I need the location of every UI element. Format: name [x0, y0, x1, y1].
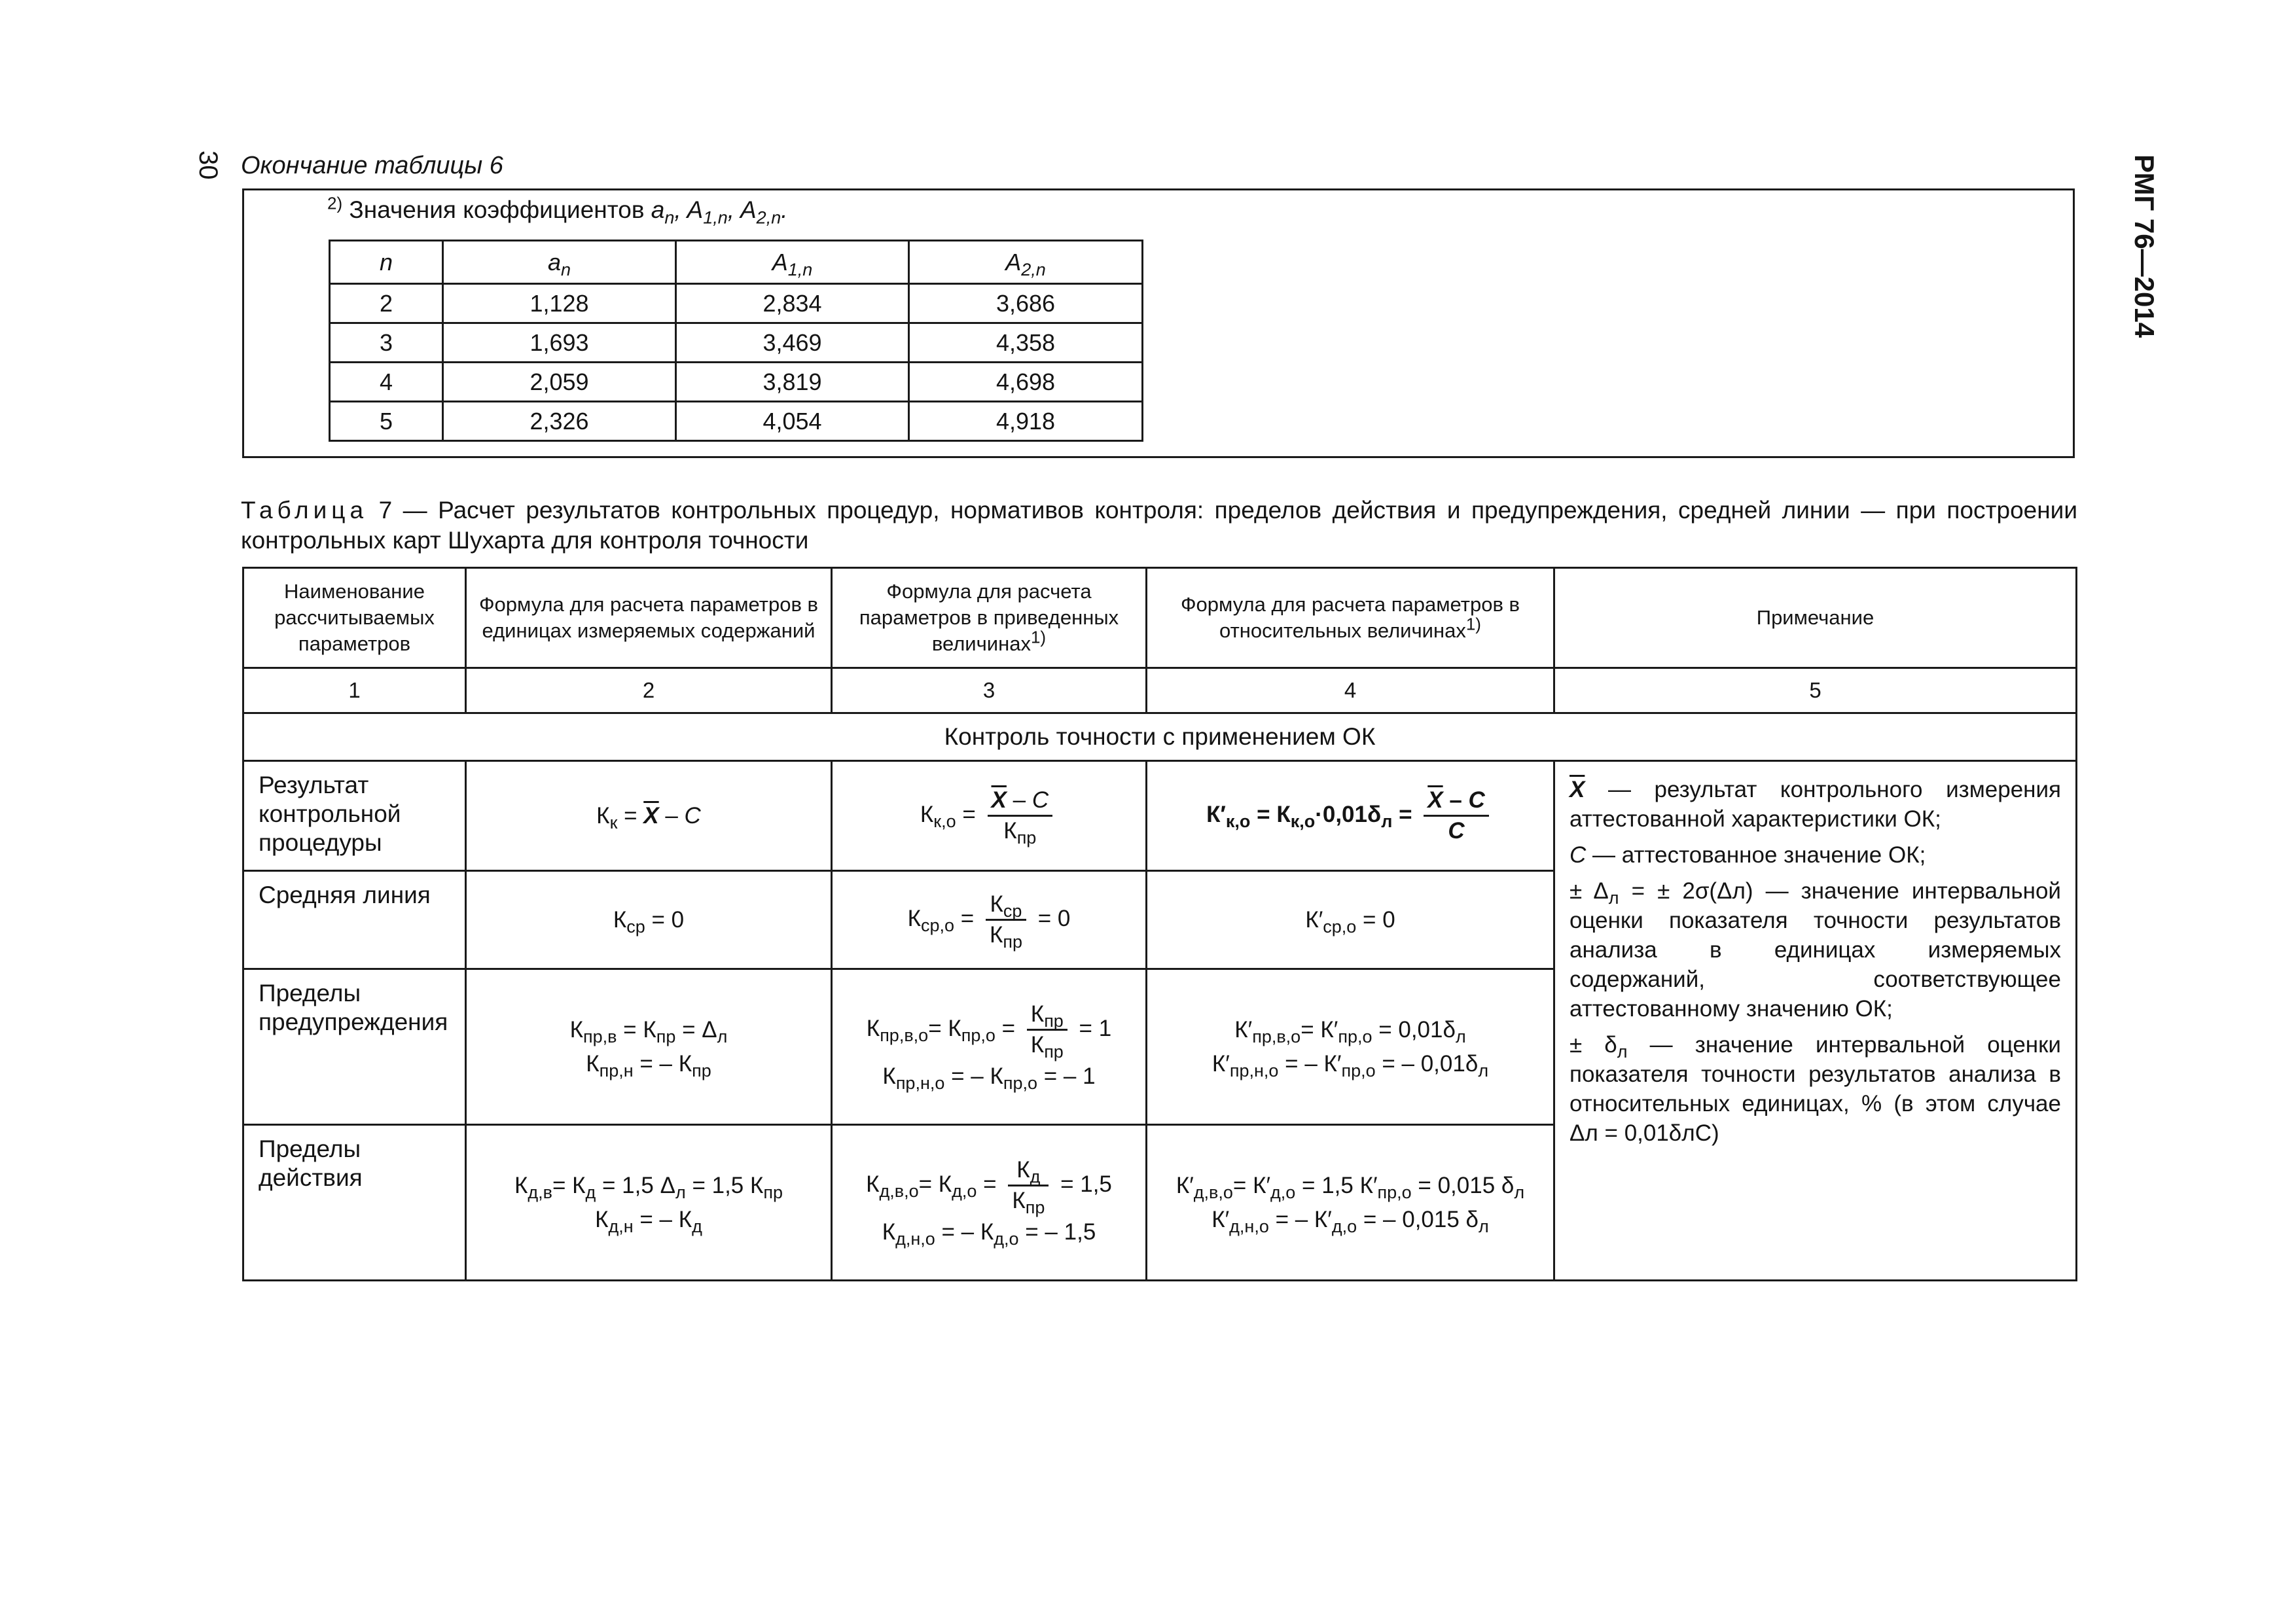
table-cell: 1,693 [443, 323, 676, 363]
column-number: 4 [1147, 668, 1554, 713]
footnote-mark: 2) [327, 193, 343, 213]
formula-cell: $К_{пр,в,о}= К_{пр,о}$ = $\frac{К_{пр}}{К_{пр}}$ = 1 $К_{пр,н,о}$ = – $К_{пр,о}$ = – 1 [832, 969, 1147, 1125]
footnote-2: $^{2)}$ Значения коэффициентов $a_n$, $A_{1,n}$, $A_{2,n}$. [327, 193, 788, 228]
row-name: Пределы предупреждения [243, 969, 466, 1125]
table-cell: 4,054 [676, 402, 909, 441]
formula-cell: $К_{пр,в} = К_{пр} = \Delta_л$ $К_{пр,н}$ = – $К_{пр}$ [466, 969, 832, 1125]
column-header: Наименование рассчитываемых параметров [243, 568, 466, 668]
column-number: 3 [832, 668, 1147, 713]
running-title: РМГ 76—2014 [2129, 154, 2160, 338]
section-heading: Контроль точности с применением ОК [243, 713, 2077, 761]
continuation-title: Окончание таблицы 6 [241, 152, 503, 179]
table-cell: 1,128 [443, 284, 676, 323]
table-row [330, 363, 1143, 402]
table-cell: 4,358 [909, 323, 1143, 363]
column-header: Формула для расчета параметров в единицах измеряемых содержаний [466, 568, 832, 668]
formula-cell: $К_{д,в}= К_д = 1,5$ $\Delta_л = 1,5$ $К_{пр}$ $К_{д,н}$ = – $К_д$ [466, 1125, 832, 1281]
coef-header: $a_n$ [443, 241, 676, 284]
table-row [243, 761, 2077, 871]
column-header: Формула для расчета параметров в относительных величинах$^{1)}$ [1147, 568, 1554, 668]
table-cell: 3,686 [909, 284, 1143, 323]
table-row [330, 323, 1143, 363]
column-number: 5 [1554, 668, 2077, 713]
column-header: Формула для расчета параметров в приведенных величинах$^{1)}$ [832, 568, 1147, 668]
formula-cell: $К'_{д,в,о}= К'_{д,о} = 1,5$ $К'_{пр,о} = 0,015$ $\delta_л$ $К'_{д,н,о}$ = – $К'_{д,о}$ = – 0,015 $\delta_л$ [1147, 1125, 1554, 1281]
formula-cell: $К'_{ср,о} = 0$ [1147, 871, 1554, 969]
table-cell: 4 [330, 363, 443, 402]
coef-header: $A_{2,n}$ [909, 241, 1143, 284]
table-cell: 2,059 [443, 363, 676, 402]
table7-caption: Таблица 7 — Расчет результатов контрольных процедур, нормативов контроля: пределов действия и предупреждения, средней линии — при построении контрольных карт Шухарта для контроля точности [241, 497, 2077, 554]
formula-cell: $К_к = \overline{X} - C$ [466, 761, 832, 871]
row-name: Средняя линия [243, 871, 466, 969]
formula-cell: $К_{д,в,о}= К_{д,о}$ = $\frac{К_д}{К_{пр}}$ = 1,5 $К_{д,н,о}$ = – $К_{д,о}$ = – 1,5 [832, 1125, 1147, 1281]
table-cell: 4,698 [909, 363, 1143, 402]
table-cell: 2,326 [443, 402, 676, 441]
table-cell: 3,819 [676, 363, 909, 402]
table-row [330, 284, 1143, 323]
formula-cell: $К_{ср} = 0$ [466, 871, 832, 969]
note-cell: $\overline{X}$ — результат контрольного измерения аттестованной характеристики ОК; C — аттестованное значение ОК; ± $\Delta_л$ = ± 2σ(Δл) — значение интервальной оценки показателя точности результатов анализа в единицах измеряемых содержаний, соответствующее аттестованному значению ОК; ± $\delta_л$ — значение интервальной оценки показателя точности результатов анализа в относительных единицах, % (в этом случае Δл = 0,01δлC) [1554, 761, 2077, 1281]
table-cell: 4,918 [909, 402, 1143, 441]
table-cell: 5 [330, 402, 443, 441]
formula-cell: $К_{ср,о}$ = $\frac{К_{ср}}{К_{пр}}$ = 0 [832, 871, 1147, 969]
column-number: 2 [466, 668, 832, 713]
row-name: Результат контрольной процедуры [243, 761, 466, 871]
table-cell: 3,469 [676, 323, 909, 363]
table7 [242, 567, 2077, 1281]
row-name: Пределы действия [243, 1125, 466, 1281]
formula-cell: $К_{к,о}$ = $\frac{\overline{X} - C}{К_{пр}}$ [832, 761, 1147, 871]
formula-cell: $К'_{пр,в,о}= К'_{пр,о} = 0,01\delta_л$ $К'_{пр,н,о}$ = – $К'_{пр,о}$ = – $0,01\delta_л$ [1147, 969, 1554, 1125]
footnote-text: Значения коэффициентов [349, 196, 645, 223]
formula-cell: $К'_{к,о} = К_{к,о}\cdot 0,01\delta_л$ = $\frac{\overline{X} - C}{C}$ [1147, 761, 1554, 871]
coef-header: $A_{1,n}$ [676, 241, 909, 284]
column-number: 1 [243, 668, 466, 713]
coefficients-table [329, 240, 1143, 442]
table-row [330, 402, 1143, 441]
coef-header: n [330, 241, 443, 284]
table-cell: 2 [330, 284, 443, 323]
column-header: Примечание [1554, 568, 2077, 668]
table-cell: 2,834 [676, 284, 909, 323]
table-cell: 3 [330, 323, 443, 363]
page-number: 30 [194, 151, 223, 180]
